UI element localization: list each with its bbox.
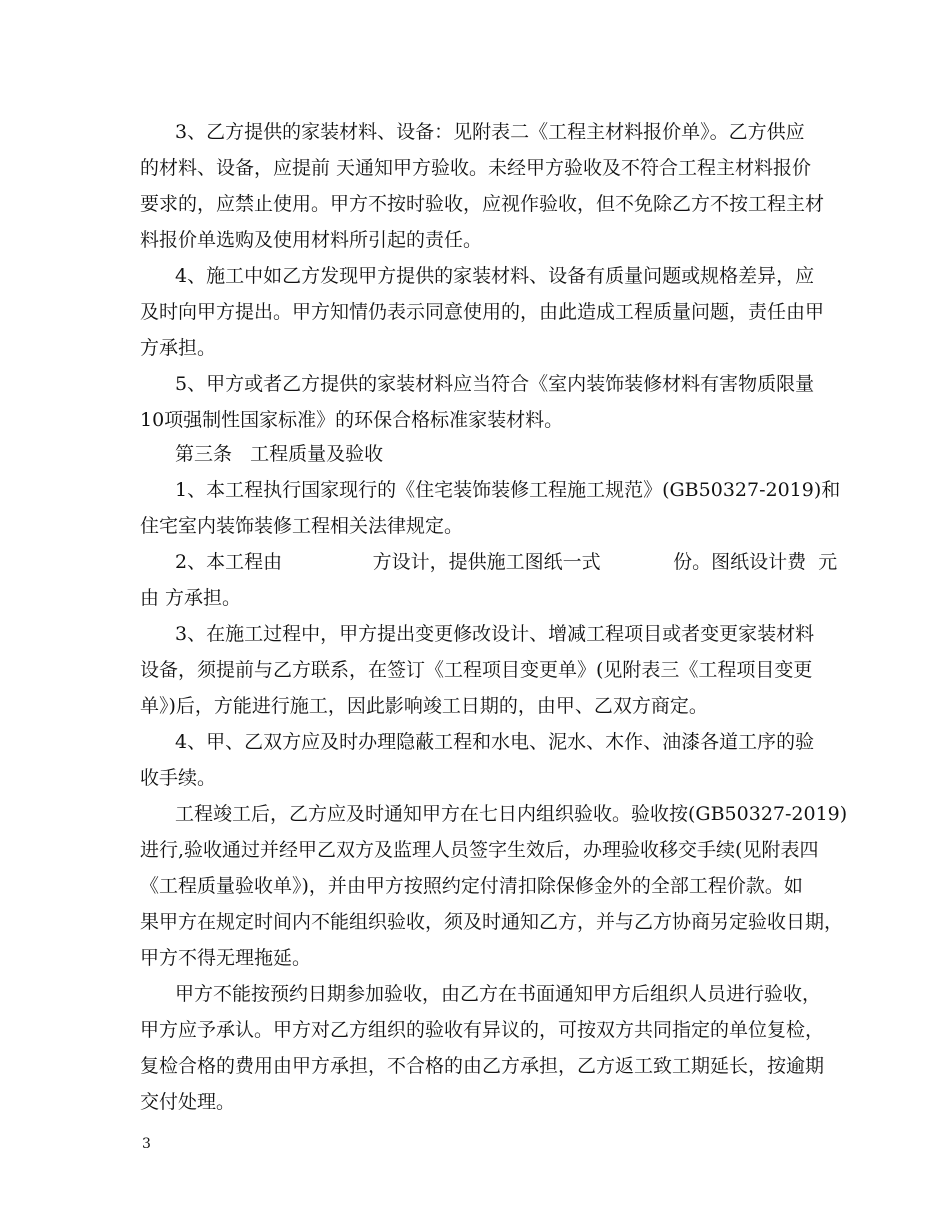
text-line: 第三条 工程质量及验收 [175, 443, 384, 465]
text-line: 4、甲、乙双方应及时办理隐蔽工程和水电、泥水、木作、油漆各道工序的验 [175, 731, 815, 753]
text-line: 甲方不能按预约日期参加验收，由乙方在书面通知甲方后组织人员进行验收， [175, 983, 822, 1005]
text-line: 甲方应予承认。甲方对乙方组织的验收有异议的，可按双方共同指定的单位复检， [140, 1019, 825, 1041]
text-line: 3、在施工过程中，甲方提出变更修改设计、增减工程项目或者变更家装材料 [175, 623, 815, 645]
text-line: 进行,验收通过并经甲乙双方及监理人员签字生效后，办理验收移交手续(见附表四 [140, 839, 819, 861]
text-line: 《工程质量验收单》)，并由甲方按照约定付清扣除保修金外的全部工程价款。如 [140, 875, 803, 897]
text-line: 工程竣工后，乙方应及时通知甲方在七日内组织验收。验收按(GB50327-2019) [175, 803, 848, 825]
text-line: 设备，须提前与乙方联系，在签订《工程项目变更单》(见附表三《工程项目变更 [140, 659, 813, 681]
text-line: 及时向甲方提出。甲方知情仍表示同意使用的，由此造成工程质量问题，责任由甲 [140, 301, 825, 323]
text-line: 方承担。 [140, 337, 217, 359]
page-number: 3 [142, 1136, 151, 1152]
text-line: 料报价单选购及使用材料所引起的责任。 [140, 229, 483, 251]
text-line: 要求的，应禁止使用。甲方不按时验收，应视作验收，但不免除乙方不按工程主材 [140, 193, 825, 215]
text-line: 5、甲方或者乙方提供的家装材料应当符合《室内装饰装修材料有害物质限量 [175, 373, 815, 395]
text-line: 1、本工程执行国家现行的《住宅装饰装修工程施工规范》(GB50327-2019)和 [175, 479, 841, 501]
text-line: 复检合格的费用由甲方承担，不合格的由乙方承担，乙方返工致工期延长，按逾期 [140, 1055, 825, 1077]
text-line: 3、乙方提供的家装材料、设备：见附表二《工程主材料报价单》。乙方供应 [175, 121, 805, 143]
text-line: 10项强制性国家标准》的环保合格标准家装材料。 [140, 409, 564, 431]
text-line: 由 方承担。 [140, 587, 242, 609]
text-line: 2、本工程由 方设计，提供施工图纸一式 份。图纸设计费 元 [175, 551, 838, 573]
text-line: 甲方不得无理拖延。 [140, 947, 312, 969]
text-line: 果甲方在规定时间内不能组织验收，须及时通知乙方，并与乙方协商另定验收日期， [140, 911, 844, 933]
text-line: 单》)后，方能进行施工，因此影响竣工日期的，由甲、乙双方商定。 [140, 695, 708, 717]
text-line: 交付处理。 [140, 1091, 236, 1113]
text-line: 的材料、设备，应提前 天通知甲方验收。未经甲方验收及不符合工程主材料报价 [140, 157, 812, 179]
text-line: 收手续。 [140, 767, 217, 789]
text-line: 住宅室内装饰装修工程相关法律规定。 [140, 515, 464, 537]
text-line: 4、施工中如乙方发现甲方提供的家装材料、设备有质量问题或规格差异，应 [175, 265, 815, 287]
